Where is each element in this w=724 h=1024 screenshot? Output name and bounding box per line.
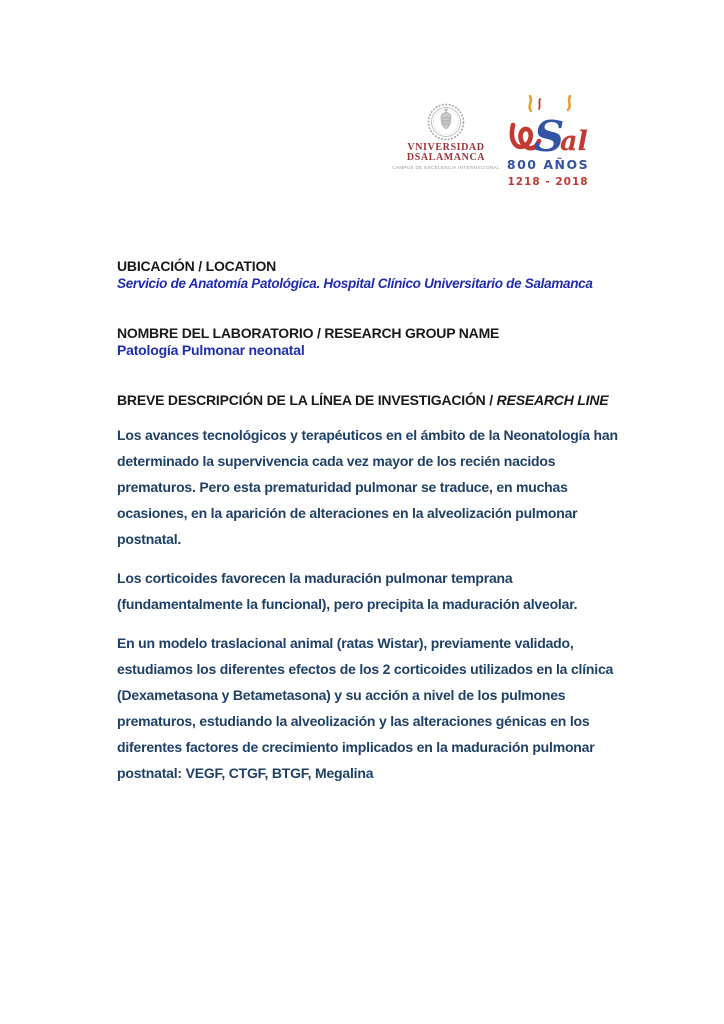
anniversary-dates-text: 1218 - 2018 xyxy=(507,176,589,188)
descripcion-title-es: BREVE DESCRIPCIÓN DE LA LÍNEA DE INVESTIGACIÓN / xyxy=(117,392,497,408)
anniversary-brand-s: S xyxy=(534,112,565,161)
university-name-line2: DSALAMANCA xyxy=(406,151,486,163)
logo-row xyxy=(392,95,592,195)
university-name-line1: VNIVERSIDAD xyxy=(407,142,485,153)
nombre-value: Patología Pulmonar neonatal xyxy=(117,342,305,358)
document-content xyxy=(117,250,634,786)
university-seal-icon xyxy=(427,103,465,141)
ubicacion-value: Servicio de Anatomía Patológica. Hospital Clínico Universitario de Salamanca xyxy=(117,276,593,291)
description-paragraph-3: En un modelo traslacional animal (ratas Wistar), previamente validado, estudiamos los diferentes efectos de los 2 corticoides utilizados en la clínica (Dexametasona y Betametasona) y su acción a nivel de los pulmones prematuros, estudiando la alveolización y las alteraciones génicas en los diferentes factores de crecimiento implicados en la maduración pulmonar postnatal: VEGF, CTGF, BTGF, Megalina xyxy=(117,635,614,781)
description-paragraph-1: Los avances tecnológicos y terapéuticos en el ámbito de la Neonatología han determinado la supervivencia cada vez mayor de los recién nacidos prematuros. Pero esta prematuridad pulmonar se traduce, en muchas ocasiones, en la aparición de alteraciones en la alveolización pulmonar postnatal. xyxy=(117,427,618,547)
campus-tagline: CAMPUS DE EXCELENCIA INTERNACIONAL xyxy=(392,165,500,170)
section-title-descripcion xyxy=(117,392,634,409)
description-paragraph-2: Los corticoides favorecen la maduración pulmonar temprana (fundamentalmente la funcional), pero precipita la maduración alveolar. xyxy=(117,570,578,612)
university-wordmark xyxy=(407,143,485,162)
anniversary-800-icon xyxy=(504,95,592,195)
descripcion-title-en: RESEARCH LINE xyxy=(496,392,609,408)
anniversary-logo xyxy=(504,95,592,195)
anniversary-years-text: 800 AÑOS xyxy=(506,157,590,172)
section-title-nombre: NOMBRE DEL LABORATORIO / RESEARCH GROUP NAME xyxy=(117,325,500,341)
section-title-ubicacion: UBICACIÓN / LOCATION xyxy=(117,258,277,274)
anniversary-brand-al: al xyxy=(560,126,588,157)
university-logo xyxy=(392,95,500,170)
